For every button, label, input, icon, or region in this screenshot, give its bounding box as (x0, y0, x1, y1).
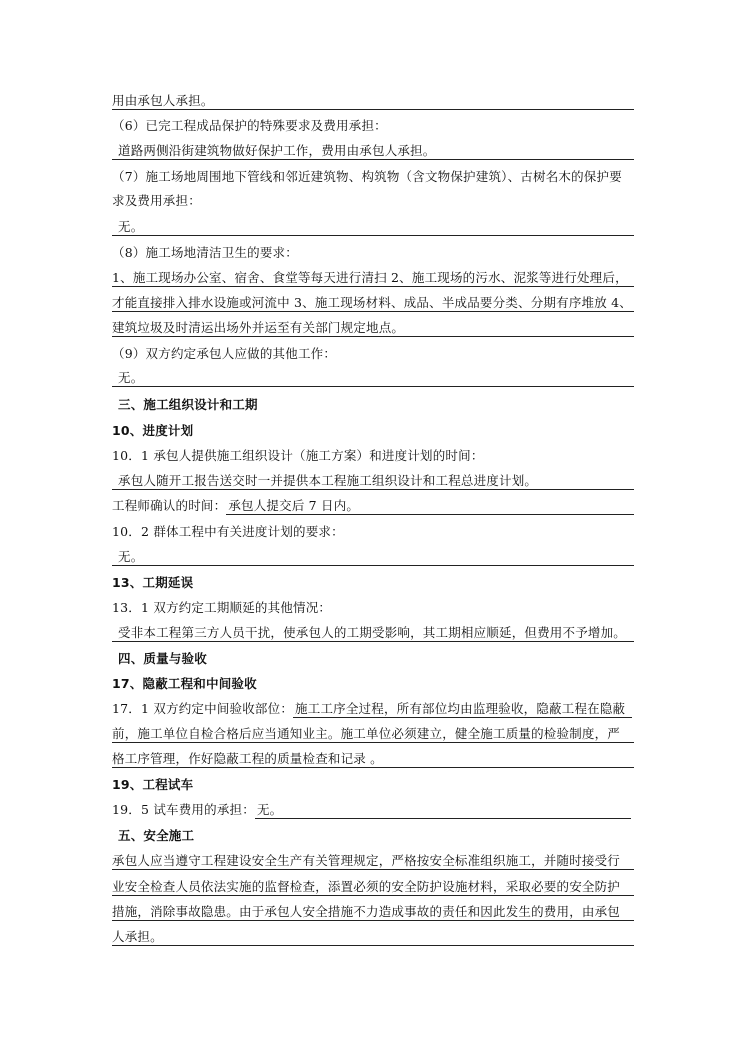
clause-9-answer: 无。 (112, 370, 634, 387)
section-5-line-4: 人承担。 (112, 929, 634, 946)
clause-17-1-line-2: 前，施工单位自检合格后应当通知业主。施工单位必须建立，健全施工质量的检验制度，严 (112, 726, 634, 743)
engineer-confirm-value: 承包人提交后 7 日内。 (226, 498, 634, 515)
engineer-confirm-label: 工程师确认的时间： (112, 498, 227, 513)
clause-7-heading-cont: 求及费用承担： (112, 193, 201, 208)
clause-13-1-heading: 13．1 双方约定工期顺延的其他情况： (112, 600, 332, 615)
section-4-heading: 四、质量与验收 (118, 651, 207, 666)
engineer-confirm-line (112, 498, 634, 515)
clause-13-1-answer: 受非本工程第三方人员干扰，使承包人的工期受影响，其工期相应顺延，但费用不予增加。 (112, 625, 634, 642)
clause-17-1-line-3: 格工序管理，作好隐蔽工程的质量检查和记录 。 (112, 751, 634, 768)
section-19-heading: 19、工程试车 (112, 777, 194, 792)
clause-8-heading: （8）施工场地清洁卫生的要求： (112, 245, 298, 260)
clause-8-answer-line-1: 1、施工现场办公室、宿舍、食堂等每天进行清扫 2、施工现场的污水、泥浆等进行处理后， (112, 270, 634, 287)
clause-8-answer-line-2: 才能直接排入排水设施或河流中 3、施工现场材料、成品、半成品要分类、分期有序堆放 4、 (112, 295, 634, 312)
section-13-heading: 13、工期延误 (112, 575, 194, 590)
clause-17-1-label: 17．1 双方约定中间验收部位： (112, 701, 294, 716)
clause-6-answer: 道路两侧沿街建筑物做好保护工作，费用由承包人承担。 (112, 143, 634, 160)
clause-8-answer-line-3: 建筑垃圾及时清运出场外并运至有关部门规定地点。 (112, 320, 634, 337)
clause-7-answer: 无。 (112, 219, 634, 236)
text-line: 用由承包人承担。 (112, 93, 634, 110)
clause-17-1-line-1 (112, 701, 634, 718)
section-17-heading: 17、隐蔽工程和中间验收 (112, 676, 257, 691)
clause-19-5-label: 19．5 试车费用的承担： (112, 802, 255, 817)
section-5-line-3: 措施，消除事故隐患。由于承包人安全措施不力造成事故的责任和因此发生的费用，由承包 (112, 904, 634, 921)
section-10-heading: 10、进度计划 (112, 423, 194, 438)
clause-19-5-value: 无。 (255, 802, 631, 819)
section-3-heading: 三、施工组织设计和工期 (118, 397, 258, 412)
clause-10-1-answer: 承包人随开工报告送交时一并提供本工程施工组织设计和工程总进度计划。 (112, 473, 634, 490)
section-5-line-2: 业安全检查人员依法实施的监督检查，添置必须的安全防护设施材料，采取必要的安全防护 (112, 879, 634, 896)
clause-9-heading: （9）双方约定承包人应做的其他工作： (112, 346, 337, 361)
section-5-heading: 五、安全施工 (118, 828, 195, 843)
clause-7-heading: （7）施工场地周围地下管线和邻近建筑物、构筑物（含文物保护建筑）、古树名木的保护要 (112, 169, 622, 184)
clause-17-1-value: 施工工序全过程，所有部位均由监理验收，隐蔽工程在隐蔽 (293, 701, 632, 718)
clause-10-2-answer: 无。 (112, 549, 634, 566)
section-5-line-1: 承包人应当遵守工程建设安全生产有关管理规定，严格按安全标准组织施工，并随时接受行 (112, 853, 634, 870)
clause-6-heading: （6）已完工程成品保护的特殊要求及费用承担： (112, 118, 387, 133)
clause-19-5-line (112, 802, 634, 819)
clause-10-1-heading: 10．1 承包人提供施工组织设计（施工方案）和进度计划的时间： (112, 448, 484, 463)
clause-10-2-heading: 10．2 群体工程中有关进度计划的要求： (112, 524, 344, 539)
